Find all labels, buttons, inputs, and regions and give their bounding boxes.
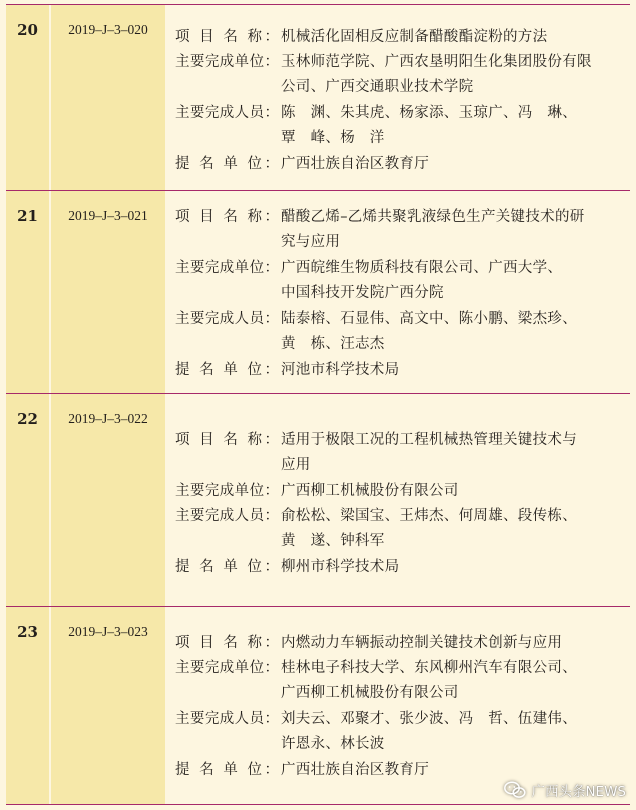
field-project-name	[175, 25, 624, 50]
value-line: 河池市科学技术局	[281, 362, 400, 378]
row-number: 21	[17, 207, 38, 225]
value-line: 究与应用	[281, 234, 341, 250]
value-line: 中国科技开发院广西分院	[281, 285, 444, 301]
field-value	[281, 631, 624, 656]
field-label: 项 目 名 称：	[175, 635, 279, 651]
field-units	[175, 256, 624, 301]
field-persons	[175, 504, 624, 549]
value-line: 广西皖维生物质科技有限公司、广西大学、	[281, 260, 563, 276]
field-value	[281, 479, 624, 504]
value-line: 陈 渊、朱其虎、杨家添、玉琼广、冯 琳、	[281, 105, 577, 121]
field-label: 提 名 单 位：	[175, 156, 279, 172]
value-line: 广西柳工机械股份有限公司	[281, 483, 459, 499]
field-label: 主要完成单位：	[175, 260, 279, 276]
number-cell	[6, 191, 49, 394]
value-line: 柳州市科学技术局	[281, 559, 400, 575]
project-code: 2019–J–3–020	[68, 22, 148, 37]
field-project-name	[175, 631, 624, 656]
value-line: 刘夫云、邓聚才、张少波、冯 哲、伍建伟、	[281, 711, 577, 727]
value-line: 机械活化固相反应制备醋酸酯淀粉的方法	[281, 29, 548, 45]
field-units	[175, 479, 624, 504]
field-label: 主要完成单位：	[175, 483, 279, 499]
detail-cell	[167, 394, 630, 607]
field-project-name	[175, 428, 624, 473]
detail-cell	[167, 5, 630, 191]
field-nominator	[175, 152, 624, 177]
field-value	[281, 504, 624, 554]
field-value	[281, 256, 624, 306]
value-line: 陆泰榕、石显伟、高文中、陈小鹏、梁杰珍、	[281, 311, 577, 327]
field-label: 主要完成单位：	[175, 54, 279, 70]
value-line: 广西壮族自治区教育厅	[281, 762, 429, 778]
field-value	[281, 205, 624, 255]
watermark-text: 广西头条NEWS	[531, 784, 626, 800]
row-number: 20	[17, 21, 38, 39]
field-label: 提 名 单 位：	[175, 559, 279, 575]
field-label: 主要完成人员：	[175, 711, 279, 727]
value-line: 内燃动力车辆振动控制关键技术创新与应用	[281, 635, 563, 651]
value-line: 公司、广西交通职业技术学院	[281, 79, 474, 95]
field-persons	[175, 307, 624, 352]
value-line: 覃 峰、杨 洋	[281, 130, 385, 146]
project-code: 2019–J–3–023	[68, 624, 148, 639]
code-cell	[51, 5, 165, 191]
field-nominator	[175, 358, 624, 383]
number-cell	[6, 607, 49, 804]
field-value	[281, 307, 624, 357]
value-line: 广西柳工机械股份有限公司	[281, 685, 459, 701]
field-value	[281, 707, 624, 757]
field-label: 主要完成人员：	[175, 105, 279, 121]
value-line: 醋酸乙烯–乙烯共聚乳液绿色生产关键技术的研	[281, 209, 585, 225]
value-line: 桂林电子科技大学、东风柳州汽车有限公司、	[281, 660, 577, 676]
field-value	[281, 152, 624, 177]
detail-cell	[167, 607, 630, 804]
value-line: 适用于极限工况的工程机械热管理关键技术与	[281, 432, 577, 448]
field-label: 项 目 名 称：	[175, 29, 279, 45]
field-value	[281, 25, 624, 50]
table-row	[6, 4, 630, 191]
field-label: 主要完成单位：	[175, 660, 279, 676]
field-value	[281, 358, 624, 383]
project-code: 2019–J–3–021	[68, 208, 148, 223]
table-row	[6, 190, 630, 394]
number-cell	[6, 5, 49, 191]
value-line: 俞松松、梁国宝、王炜杰、何周雄、段传栋、	[281, 508, 577, 524]
wechat-icon	[504, 781, 526, 799]
field-label: 主要完成人员：	[175, 311, 279, 327]
code-cell	[51, 191, 165, 394]
table-row	[6, 393, 630, 607]
field-value	[281, 50, 624, 100]
field-label: 提 名 单 位：	[175, 362, 279, 378]
number-cell	[6, 394, 49, 607]
field-label: 项 目 名 称：	[175, 209, 279, 225]
value-line: 玉林师范学院、广西农垦明阳生化集团股份有限	[281, 54, 592, 70]
field-label: 主要完成人员：	[175, 508, 279, 524]
field-label: 项 目 名 称：	[175, 432, 279, 448]
field-value	[281, 656, 624, 706]
value-line: 许恩永、林长波	[281, 736, 385, 752]
field-value	[281, 428, 624, 478]
field-label: 提 名 单 位：	[175, 762, 279, 778]
watermark	[504, 780, 626, 800]
value-line: 广西壮族自治区教育厅	[281, 156, 429, 172]
table-row	[6, 606, 630, 805]
field-project-name	[175, 205, 624, 250]
field-value	[281, 555, 624, 580]
field-value	[281, 101, 624, 151]
code-cell	[51, 607, 165, 804]
value-line: 黄 栋、汪志杰	[281, 336, 385, 352]
value-line: 应用	[281, 457, 311, 473]
field-nominator	[175, 555, 624, 580]
field-units	[175, 50, 624, 95]
field-persons	[175, 707, 624, 752]
code-cell	[51, 394, 165, 607]
field-units	[175, 656, 624, 701]
value-line: 黄 遂、钟科军	[281, 533, 385, 549]
row-number: 23	[17, 623, 38, 641]
row-number: 22	[17, 410, 38, 428]
field-persons	[175, 101, 624, 146]
project-code: 2019–J–3–022	[68, 411, 148, 426]
detail-cell	[167, 191, 630, 394]
